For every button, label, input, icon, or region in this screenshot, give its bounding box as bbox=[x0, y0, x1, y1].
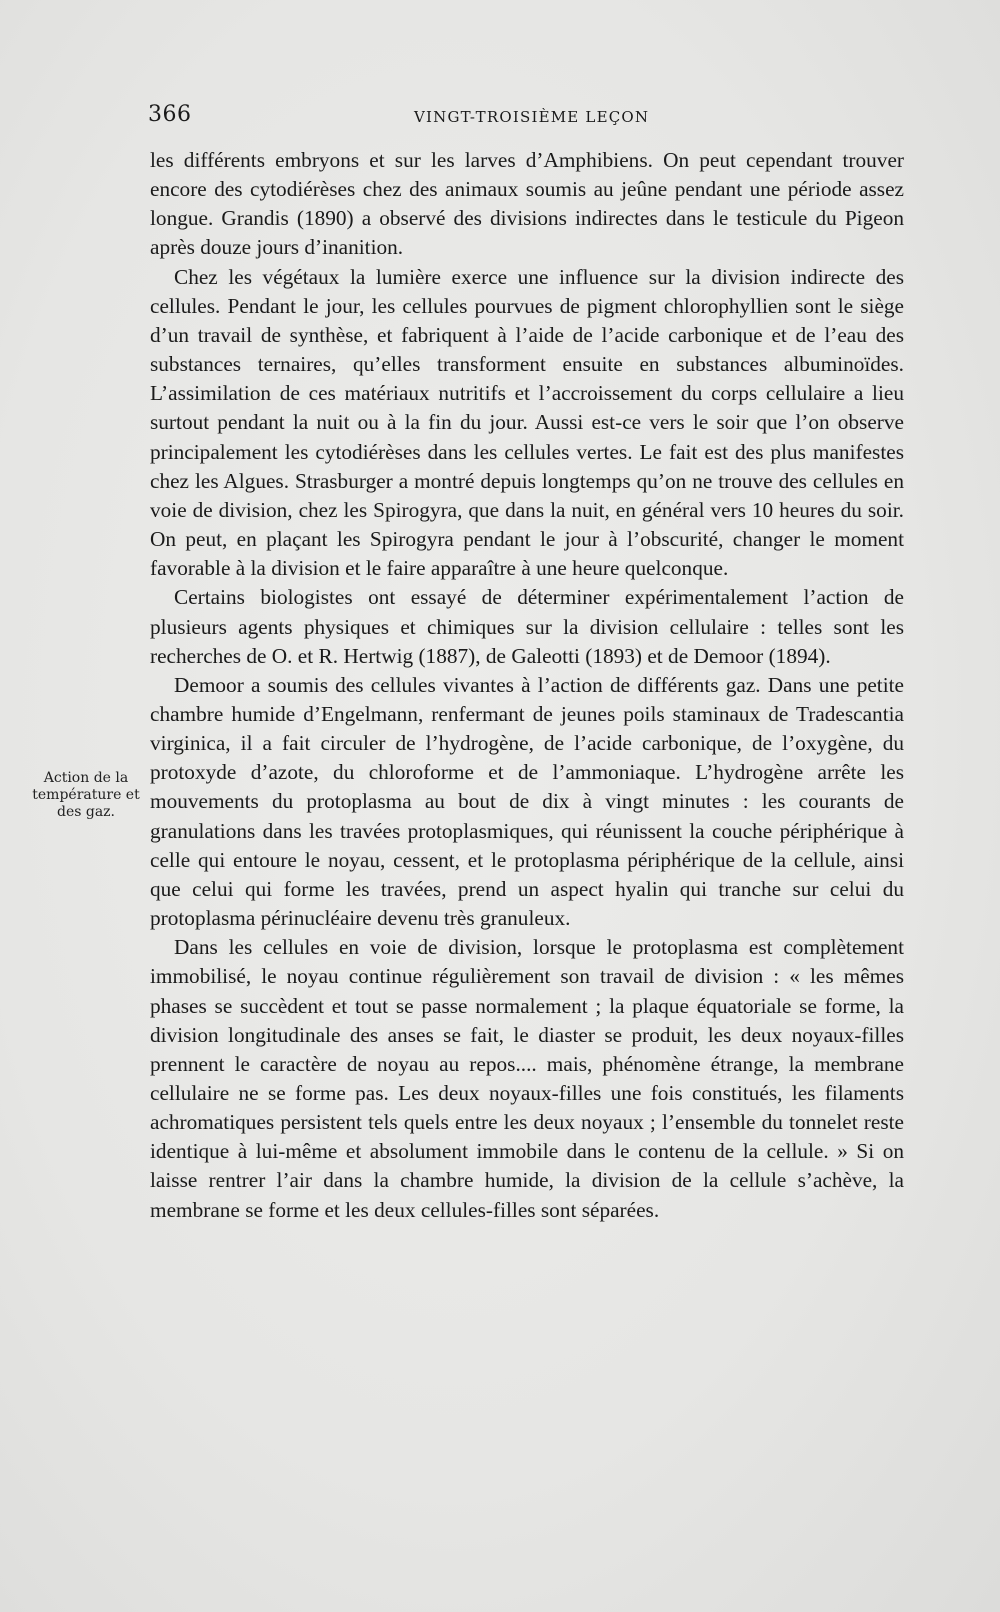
paragraph: Chez les végétaux la lumière exerce une influence sur la division indirecte des cellules. Pendant le jour, les cellules pourvues de pigment chlorophyllien sont le siège d’un travail de synthèse, et fabriquent à l’aide de l’acide carbonique et de l’eau des substances ternaires, qu’elles transforment ensuite en substances albuminoïdes. L’assimilation de ces matériaux nutritifs et l’accroissement du corps cellulaire a lieu surtout pendant la nuit ou à la fin du jour. Aussi est-ce vers le soir que l’on observe principalement les cytodiérèses dans les cellules vertes. Le fait est des plus manifestes chez les Algues. Strasburger a montré depuis longtemps qu’on ne trouve des cellules en voie de division, chez les Spirogyra, que dans la nuit, en général vers 10 heures du soir. On peut, en plaçant les Spirogyra pendant le jour à l’obscurité, changer le moment favorable à la division et le faire apparaître à une heure quelconque. bbox=[150, 264, 904, 581]
margin-note bbox=[30, 770, 142, 821]
paragraph: les différents embryons et sur les larves d’Amphibiens. On peut cependant trouver encore des cytodiérèses chez des animaux soumis au jeûne pendant une période assez longue. Grandis (1890) a observé des divisions indirectes dans le testicule du Pigeon après douze jours d’inanition. bbox=[150, 148, 904, 260]
body-text bbox=[150, 146, 904, 1225]
page-number: 366 bbox=[148, 102, 192, 127]
paragraph: Certains biologistes ont essayé de déterminer expérimentalement l’action de plusieurs agents physiques et chimiques sur la division cellulaire : telles sont les recherches de O. et R. Hertwig (1887), de Galeotti (1893) et de Demoor (1894). bbox=[150, 585, 904, 668]
page-header bbox=[148, 102, 906, 130]
margin-note-line: des gaz. bbox=[56, 804, 116, 820]
paragraph: Dans les cellules en voie de division, lorsque le protoplasma est complètement immobilisé, le noyau continue régulièrement son travail de division : « les mêmes phases se succèdent et tout se passe normalement ; la plaque équatoriale se forme, la division longitudinale des anses se fait, le diaster se produit, les deux noyaux-filles prennent le caractère de noyau au repos.... mais, phénomène étrange, la membrane cellulaire ne se forme pas. Les deux noyaux-filles une fois constitués, les filaments achromatiques persistent tels quels entre les deux noyaux ; l’ensemble du tonnelet reste identique à lui-même et absolument immobile dans le contenu de la cellule. » Si on laisse rentrer l’air dans la chambre humide, la division de la cellule s’achève, la membrane se forme et les deux cellules-filles sont séparées. bbox=[150, 935, 904, 1222]
margin-note-line: température et bbox=[32, 787, 140, 803]
paragraph: Demoor a soumis des cellules vivantes à l’action de différents gaz. Dans une petite chambre humide d’Engelmann, renfermant de jeunes poils staminaux de Tradescantia virginica, il a fait circuler de l’hydrogène, de l’acide carbonique, de l’oxygène, du protoxyde d’azote, du chloroforme et de l’ammoniaque. L’hydrogène arrête les mouvements du protoplasma au bout de dix à vingt minutes : les courants de granulations dans les travées protoplasmiques, qui réunissent la couche périphérique à celle qui entoure le noyau, cessent, et le protoplasma périphérique de la cellule, ainsi que celui qui forme les travées, prend un aspect hyalin qui tranche sur celui du protoplasma périnucléaire devenu très granuleux. bbox=[150, 672, 904, 931]
running-title: VINGT-TROISIÈME LEÇON bbox=[414, 108, 650, 126]
margin-note-line: Action de la bbox=[43, 770, 129, 786]
